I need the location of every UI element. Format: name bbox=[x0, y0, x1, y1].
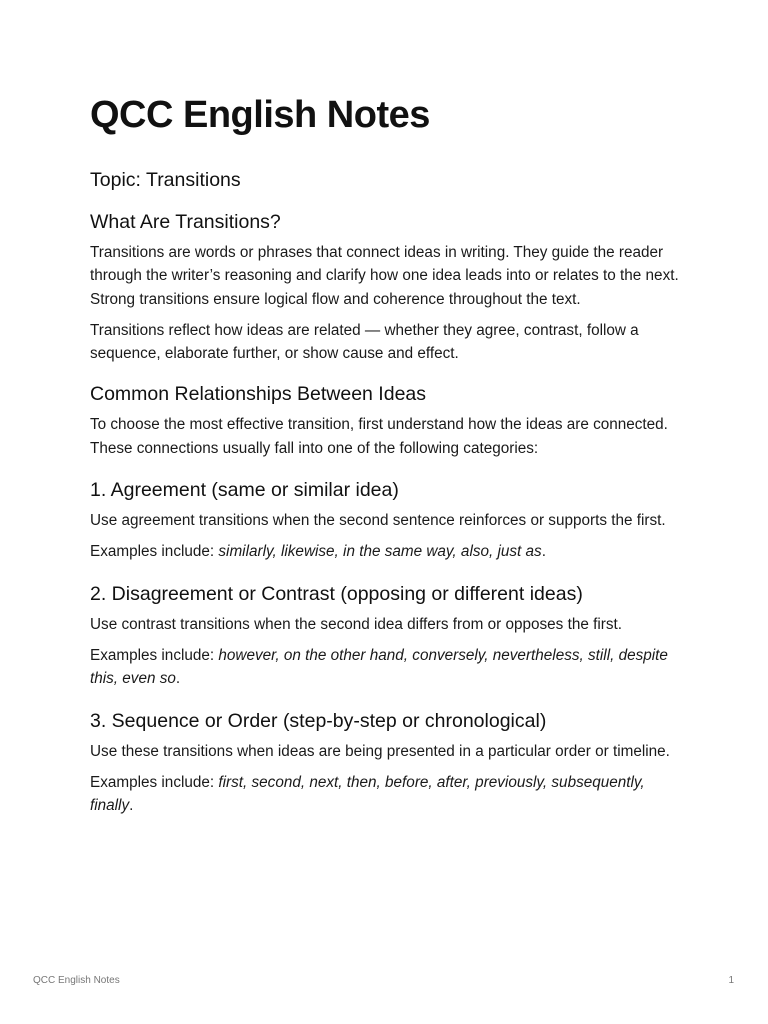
section-heading: Common Relationships Between Ideas bbox=[90, 383, 427, 406]
category-contrast bbox=[90, 581, 690, 691]
examples-prefix: Examples include: bbox=[90, 773, 219, 791]
page-content bbox=[90, 93, 690, 817]
section-common-relationships bbox=[90, 381, 690, 460]
category-examples bbox=[90, 540, 690, 563]
examples-suffix: . bbox=[129, 797, 134, 815]
page-number: 1 bbox=[728, 975, 734, 986]
category-heading: 3. Sequence or Order (step-by-step or chronological) bbox=[90, 709, 547, 732]
category-description: Use contrast transitions when the second idea differs from or opposes the first. bbox=[90, 615, 622, 633]
category-agreement bbox=[90, 477, 690, 564]
examples-suffix: . bbox=[175, 670, 181, 688]
topic-heading: Topic: Transitions bbox=[90, 169, 241, 191]
paragraph: Transitions reflect how ideas are related — whether they agree, contrast, follow a sequence, elaborate further, or show cause and effect. bbox=[90, 321, 639, 363]
examples-prefix: Examples include: bbox=[90, 543, 219, 561]
category-sequence bbox=[90, 708, 690, 818]
examples-list: first, second, next, then, before, after, previously, subsequently, finally bbox=[90, 773, 645, 815]
category-heading: 2. Disagreement or Contrast (opposing or different ideas) bbox=[90, 582, 583, 605]
category-description: Use these transitions when ideas are being presented in a particular order or timeline. bbox=[90, 742, 670, 760]
examples-list: similarly, likewise, in the same way, also, just as bbox=[218, 543, 542, 561]
examples-suffix: . bbox=[541, 543, 546, 561]
examples-list: however, on the other hand, conversely, nevertheless, still, despite this, even so bbox=[90, 646, 668, 688]
category-heading: 1. Agreement (same or similar idea) bbox=[90, 479, 399, 502]
category-examples bbox=[90, 644, 690, 691]
paragraph: To choose the most effective transition, first understand how the ideas are connected. These connections usually fall into one of the following categories: bbox=[90, 416, 668, 457]
paragraph: Transitions are words or phrases that connect ideas in writing. They guide the reader through the writer’s reasoning and clarify how one idea leads into or relates to the next. Strong transitions ensure logical flow and coherence throughout the text. bbox=[90, 244, 679, 308]
section-heading: What Are Transitions? bbox=[90, 211, 281, 233]
section-what-are-transitions bbox=[90, 209, 690, 365]
category-examples bbox=[90, 771, 690, 818]
category-description: Use agreement transitions when the second sentence reinforces or supports the first. bbox=[90, 512, 666, 530]
examples-prefix: Examples include: bbox=[90, 646, 219, 664]
page-title: QCC English Notes bbox=[90, 94, 430, 136]
footer-title: QCC English Notes bbox=[33, 975, 120, 986]
